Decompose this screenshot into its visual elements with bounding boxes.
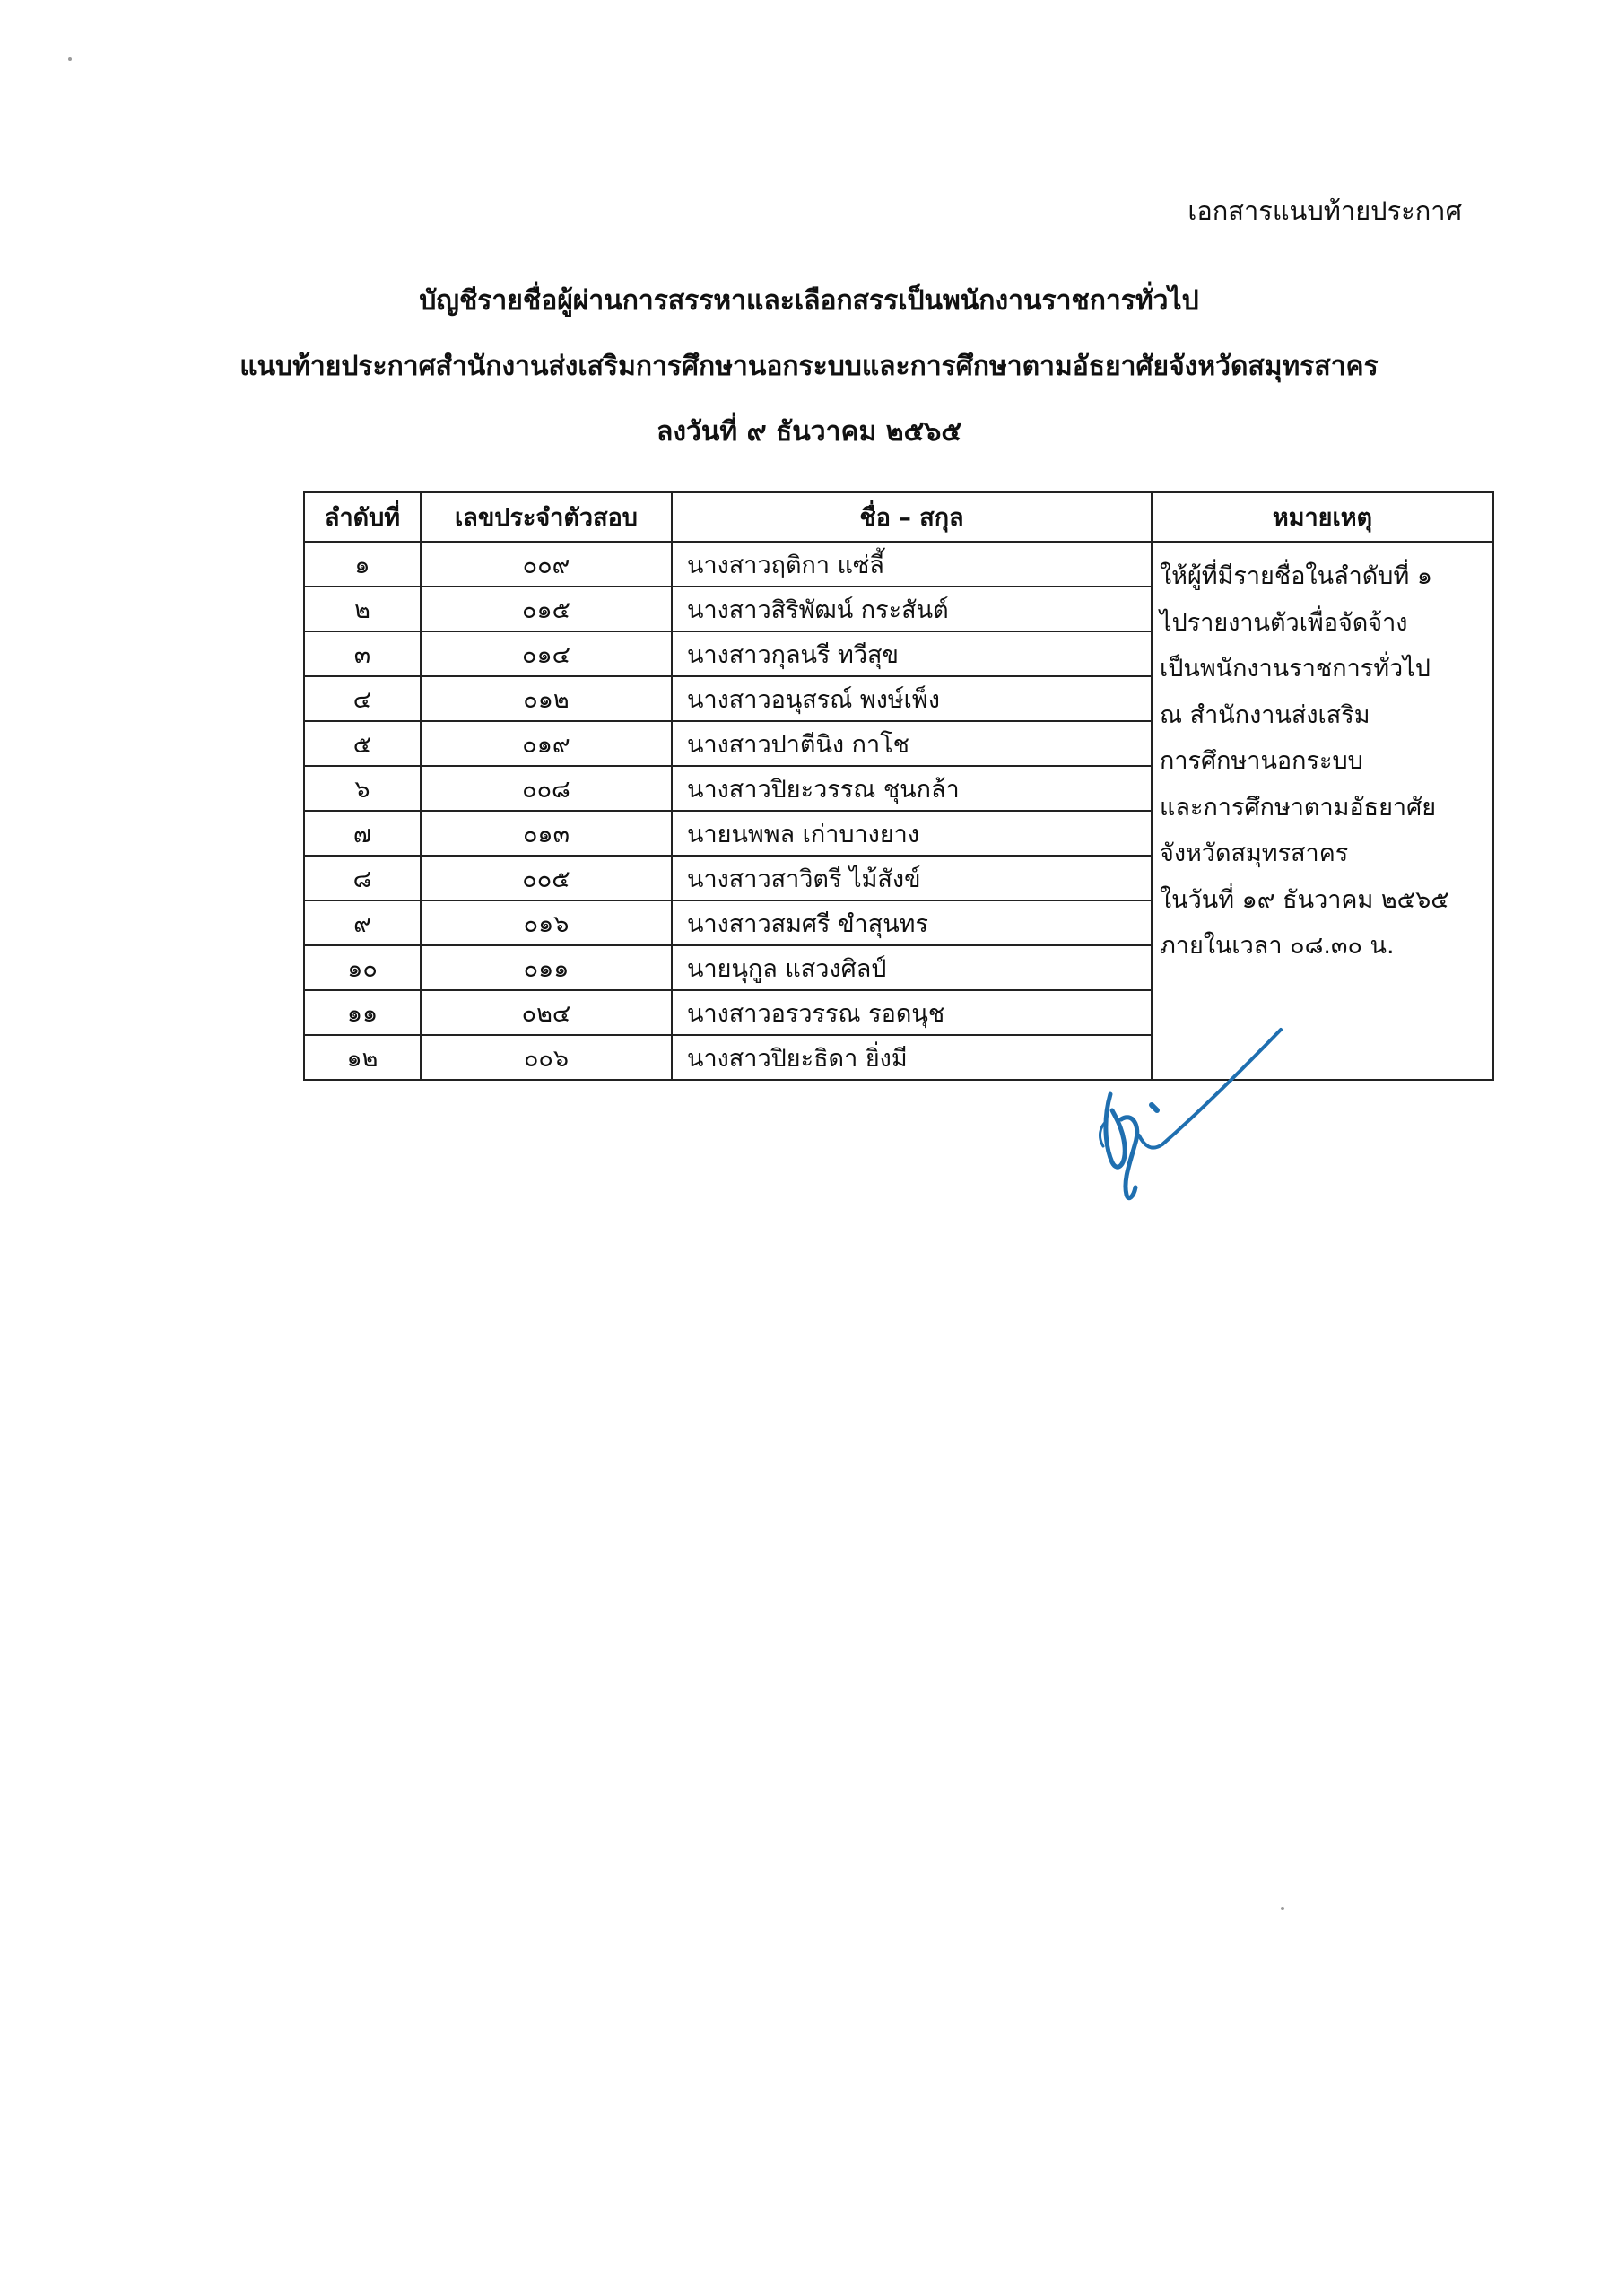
row-name: นายนุกูล แสวงศิลป์ bbox=[672, 945, 1152, 990]
row-exam-id: ๐๑๙ bbox=[421, 721, 672, 766]
row-name: นางสาวปาตีนิง กาโช bbox=[672, 721, 1152, 766]
candidate-list-table bbox=[303, 491, 1494, 1081]
row-seq: ๗ bbox=[304, 811, 421, 856]
remark-line: การศึกษานอกระบบ bbox=[1160, 747, 1363, 775]
remark-line: จังหวัดสมุทรสาคร bbox=[1160, 839, 1349, 867]
row-name: นางสาวอรวรรณ รอดนุช bbox=[672, 990, 1152, 1035]
scan-speck bbox=[1281, 1907, 1284, 1910]
header-exam-id: เลขประจำตัวสอบ bbox=[421, 492, 672, 542]
row-name: นางสาวสาวิตรี ไม้สังข์ bbox=[672, 856, 1152, 900]
attachment-label: เอกสารแนบท้ายประกาศ bbox=[1187, 196, 1462, 226]
signature-icon bbox=[1076, 1012, 1292, 1209]
row-seq: ๕ bbox=[304, 721, 421, 766]
row-name: นางสาวสมศรี ขำสุนทร bbox=[672, 900, 1152, 945]
row-exam-id: ๐๐๘ bbox=[421, 766, 672, 811]
row-seq: ๓ bbox=[304, 631, 421, 676]
row-name: นางสาวกุลนรี ทวีสุข bbox=[672, 631, 1152, 676]
remark-line: ในวันที่ ๑๙ ธันวาคม ๒๕๖๕ bbox=[1160, 885, 1449, 914]
remark-line: ภายในเวลา ๐๘.๓๐ น. bbox=[1160, 932, 1395, 960]
document-title-line-3: ลงวันที่ ๙ ธันวาคม ๒๕๖๕ bbox=[656, 416, 962, 448]
row-seq: ๖ bbox=[304, 766, 421, 811]
remark-line: เป็นพนักงานราชการทั่วไป bbox=[1160, 655, 1431, 683]
row-exam-id: ๐๐๕ bbox=[421, 856, 672, 900]
remark-line: ไปรายงานตัวเพื่อจัดจ้าง bbox=[1160, 608, 1408, 637]
document-title-line-1: บัญชีรายชื่อผู้ผ่านการสรรหาและเลือกสรรเป็นพนักงานราชการทั่วไป bbox=[419, 285, 1199, 317]
row-seq: ๑๑ bbox=[304, 990, 421, 1035]
table-header-row bbox=[304, 492, 1493, 542]
row-name: นายนพพล เก่าบางยาง bbox=[672, 811, 1152, 856]
row-exam-id: ๐๑๒ bbox=[421, 676, 672, 721]
remark-line: และการศึกษาตามอัธยาศัย bbox=[1160, 793, 1437, 822]
header-seq: ลำดับที่ bbox=[304, 492, 421, 542]
row-exam-id: ๐๐๙ bbox=[421, 542, 672, 587]
row-seq: ๑ bbox=[304, 542, 421, 587]
row-seq: ๑๐ bbox=[304, 945, 421, 990]
row-name: นางสาวฤติกา แซ่ลี้ bbox=[672, 542, 1152, 587]
remark-cell bbox=[1152, 542, 1493, 1080]
row-name: นางสาวสิริพัฒน์ กระสันต์ bbox=[672, 587, 1152, 631]
row-seq: ๒ bbox=[304, 587, 421, 631]
row-exam-id: ๐๒๔ bbox=[421, 990, 672, 1035]
scan-speck bbox=[68, 57, 72, 61]
row-name: นางสาวอนุสรณ์ พงษ์เพ็ง bbox=[672, 676, 1152, 721]
row-name: นางสาวปิยะวรรณ ชุนกล้า bbox=[672, 766, 1152, 811]
header-remark: หมายเหตุ bbox=[1152, 492, 1493, 542]
row-exam-id: ๐๑๔ bbox=[421, 631, 672, 676]
row-seq: ๙ bbox=[304, 900, 421, 945]
row-exam-id: ๐๑๕ bbox=[421, 587, 672, 631]
table-body bbox=[304, 542, 1493, 1080]
row-seq: ๘ bbox=[304, 856, 421, 900]
header-name: ชื่อ – สกุล bbox=[672, 492, 1152, 542]
row-seq: ๑๒ bbox=[304, 1035, 421, 1080]
row-exam-id: ๐๑๑ bbox=[421, 945, 672, 990]
remark-line: ให้ผู้ที่มีรายชื่อในลำดับที่ ๑ bbox=[1160, 562, 1432, 590]
row-exam-id: ๐๑๓ bbox=[421, 811, 672, 856]
row-name: นางสาวปิยะธิดา ยิ่งมี bbox=[672, 1035, 1152, 1080]
row-seq: ๔ bbox=[304, 676, 421, 721]
table-row bbox=[304, 542, 1493, 587]
document-title-line-2: แนบท้ายประกาศสำนักงานส่งเสริมการศึกษานอกระบบและการศึกษาตามอัธยาศัยจังหวัดสมุทรสาคร bbox=[239, 351, 1379, 382]
row-exam-id: ๐๐๖ bbox=[421, 1035, 672, 1080]
row-exam-id: ๐๑๖ bbox=[421, 900, 672, 945]
remark-line: ณ สำนักงานส่งเสริม bbox=[1160, 700, 1370, 729]
